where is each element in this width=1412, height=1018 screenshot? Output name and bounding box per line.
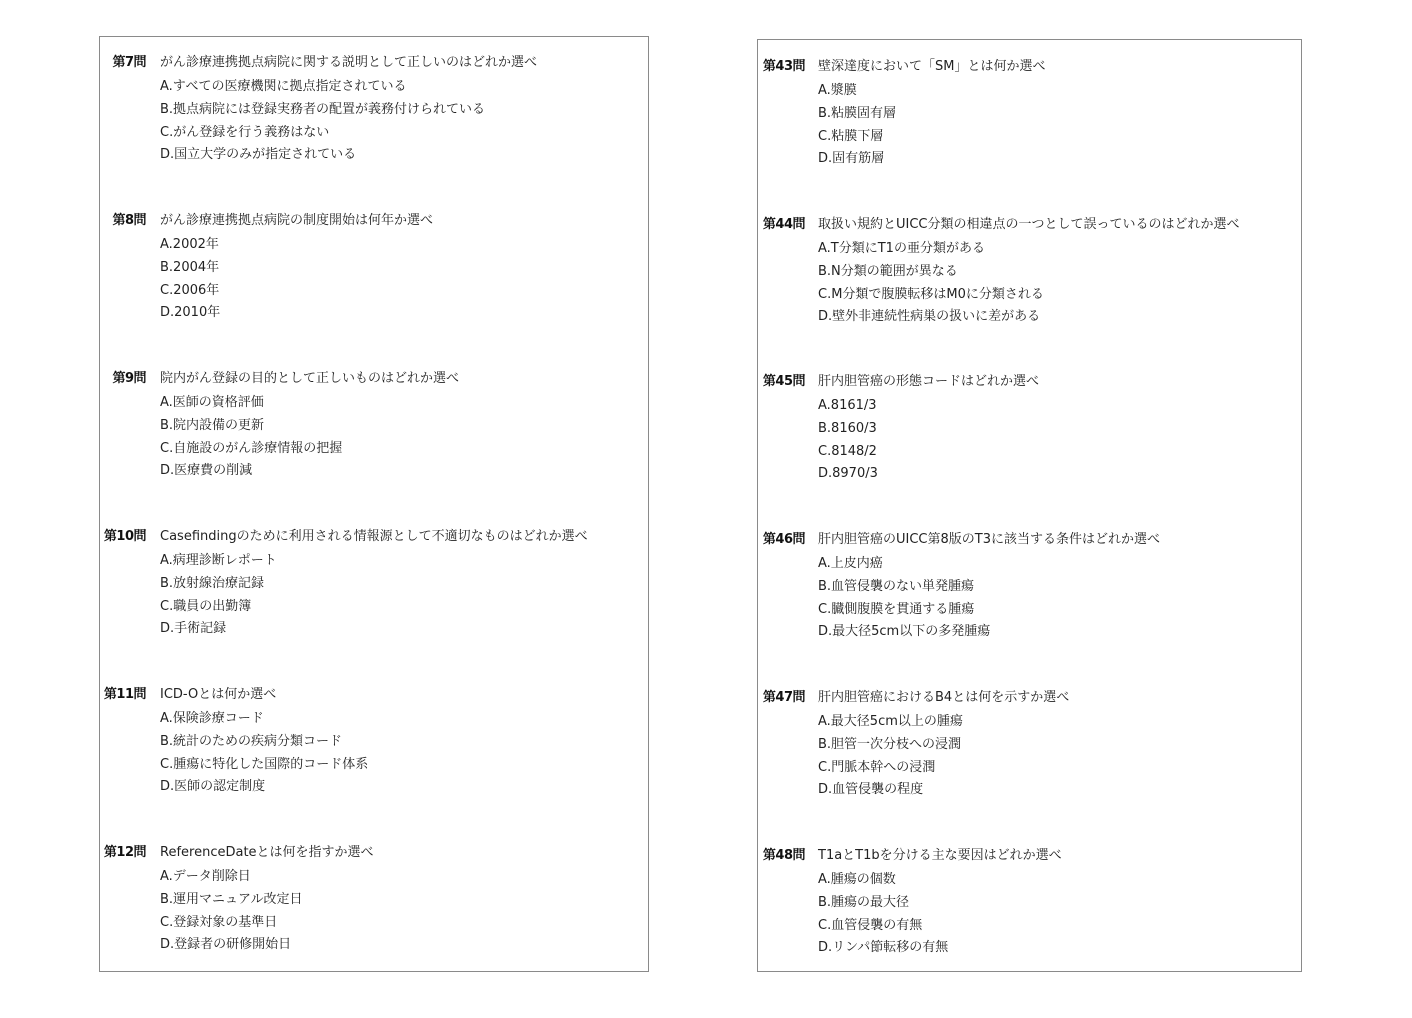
question-block [758,57,1301,197]
question-block [758,846,1301,986]
question-text: 肝内胆管癌におけるB4とは何を示すか選べ [818,690,1070,705]
answer-option: A.医師の資格評価 [160,395,264,410]
question-block [758,530,1301,670]
answer-option: A.最大径5cm以上の腫瘍 [818,714,963,729]
answer-option: B.粘膜固有層 [818,106,897,121]
answer-option: D.8970/3 [818,466,878,481]
answer-option: B.血管侵襲のない単発腫瘍 [818,579,975,594]
answer-option: D.手術記録 [160,621,227,636]
question-text: 肝内胆管癌のUICC第8版のT3に該当する条件はどれか選べ [818,532,1160,547]
question-block [100,211,648,351]
answer-option: B.運用マニュアル改定日 [160,892,303,907]
answer-option: A.上皮内癌 [818,556,883,571]
question-block [758,215,1301,355]
question-number: 第8問 [112,213,146,228]
answer-option: A.病理診断レポート [160,553,277,568]
answer-option: B.8160/3 [818,421,877,436]
answer-option: A.すべての医療機関に拠点指定されている [160,79,407,94]
question-number: 第9問 [112,371,146,386]
question-text: ICD-Oとは何か選べ [160,687,277,702]
question-block [758,688,1301,828]
answer-option: B.胆管一次分枝への浸潤 [818,737,962,752]
answer-option: B.2004年 [160,260,220,275]
answer-option: B.N分類の範囲が異なる [818,264,958,279]
question-text: 肝内胆管癌の形態コードはどれか選べ [818,374,1040,389]
answer-option: D.固有筋層 [818,151,885,166]
question-number: 第7問 [112,55,146,70]
question-block [100,53,648,193]
answer-option: C.M分類で腹膜転移はM0に分類される [818,287,1044,302]
answer-option: D.壁外非連続性病巣の扱いに差がある [818,309,1041,324]
answer-option: D.最大径5cm以下の多発腫瘍 [818,624,991,639]
question-text: 院内がん登録の目的として正しいものはどれか選べ [160,371,460,386]
answer-option: C.がん登録を行う義務はない [160,125,330,140]
question-block [758,372,1301,512]
question-number: 第12問 [103,845,146,860]
answer-option: A.T分類にT1の亜分類がある [818,241,985,256]
answer-option: C.血管侵襲の有無 [818,918,923,933]
question-number: 第43問 [762,59,805,74]
answer-option: A.8161/3 [818,398,877,413]
answer-option: C.粘膜下層 [818,129,884,144]
answer-option: C.自施設のがん診療情報の把握 [160,441,343,456]
question-block [100,685,648,825]
answer-option: C.腫瘍に特化した国際的コード体系 [160,757,369,772]
question-text: ReferenceDateとは何を指すか選べ [160,845,374,860]
answer-option: D.リンパ節転移の有無 [818,940,949,955]
question-number: 第11問 [103,687,146,702]
answer-option: A.データ削除日 [160,869,251,884]
answer-option: B.腫瘍の最大径 [818,895,910,910]
answer-option: D.血管侵襲の程度 [818,782,924,797]
answer-option: C.8148/2 [818,444,877,459]
question-number: 第10問 [103,529,146,544]
question-block [100,369,648,509]
answer-option: D.医療費の削減 [160,463,253,478]
answer-option: D.2010年 [160,305,221,320]
question-text: T1aとT1bを分ける主な要因はどれか選べ [818,848,1062,863]
question-block [100,843,648,983]
answer-option: A.腫瘍の個数 [818,872,896,887]
answer-option: D.登録者の研修開始日 [160,937,292,952]
answer-option: A.漿膜 [818,83,857,98]
right-question-page [757,39,1302,972]
answer-option: C.2006年 [160,283,220,298]
question-number: 第45問 [762,374,805,389]
question-block [100,527,648,667]
question-number: 第44問 [762,217,805,232]
answer-option: D.医師の認定制度 [160,779,266,794]
answer-option: C.臓側腹膜を貫通する腫瘍 [818,602,975,617]
answer-option: B.拠点病院には登録実務者の配置が義務付けられている [160,102,486,117]
answer-option: B.放射線治療記録 [160,576,265,591]
question-number: 第46問 [762,532,805,547]
answer-option: A.2002年 [160,237,219,252]
answer-option: D.国立大学のみが指定されている [160,147,357,162]
answer-option: C.職員の出勤簿 [160,599,252,614]
answer-option: A.保険診療コード [160,711,264,726]
answer-option: C.門脈本幹への浸潤 [818,760,936,775]
question-text: 壁深達度において「SM」とは何か選べ [818,59,1046,74]
answer-option: C.登録対象の基準日 [160,915,278,930]
question-number: 第47問 [762,690,805,705]
question-text: がん診療連携拠点病院に関する説明として正しいのはどれか選べ [160,55,538,70]
question-text: がん診療連携拠点病院の制度開始は何年か選べ [160,213,434,228]
question-number: 第48問 [762,848,805,863]
answer-option: B.院内設備の更新 [160,418,265,433]
left-question-page [99,36,649,972]
question-text: 取扱い規約とUICC分類の相違点の一つとして誤っているのはどれか選べ [818,217,1240,232]
question-text: Casefindingのために利用される情報源として不適切なものはどれか選べ [160,529,588,544]
answer-option: B.統計のための疾病分類コード [160,734,343,749]
